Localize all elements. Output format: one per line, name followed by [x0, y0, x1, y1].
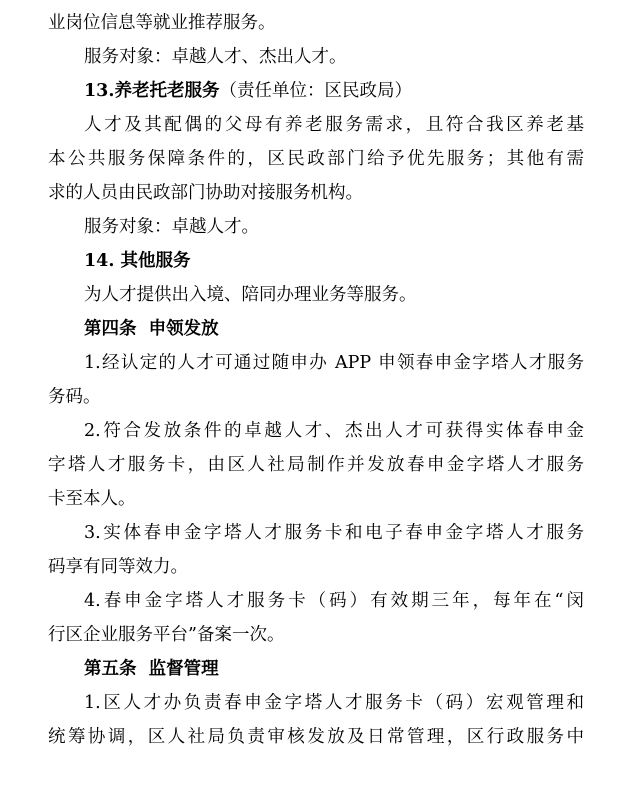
text-line-6: 求的人员由民政部门协助对接服务机构。 — [48, 183, 363, 203]
text-line-9: 为人才提供出入境、陪同办理业务等服务。 — [84, 285, 417, 305]
text-line-16: 3.实体春申金字塔人才服务卡和电子春申金字塔人才服务 — [84, 523, 584, 543]
text-line-12: 务码。 — [48, 387, 101, 407]
text-line-1: 业岗位信息等就业推荐服务。 — [48, 13, 276, 33]
text-line-2: 服务对象：卓越人才、杰出人才。 — [84, 47, 347, 67]
article-heading-4: 第四条 申领发放 — [84, 319, 219, 339]
text-line-17: 码享有同等效力。 — [48, 557, 188, 577]
article-heading-5: 第五条 监督管理 — [84, 659, 219, 679]
text-line-15: 卡至本人。 — [48, 489, 136, 509]
text-line-4: 人才及其配偶的父母有养老服务需求，且符合我区养老基 — [84, 115, 584, 135]
text-line-14: 字塔人才服务卡，由区人社局制作并发放春申金字塔人才服务 — [48, 455, 584, 475]
text-line-7: 服务对象：卓越人才。 — [84, 217, 259, 237]
text-line-13: 2.符合发放条件的卓越人才、杰出人才可获得实体春申金 — [84, 421, 584, 441]
text-line-11: 1.经认定的人才可通过随申办 APP 申领春申金字塔人才服务 — [84, 353, 584, 373]
section-heading-13 — [84, 74, 584, 108]
section-13-note: （责任单位：区民政局） — [219, 81, 412, 101]
text-line-18: 4.春申金字塔人才服务卡（码）有效期三年，每年在“闵 — [84, 591, 584, 611]
section-13-title: 13.养老托老服务 — [84, 81, 220, 101]
section-heading-14: 14. 其他服务 — [84, 251, 191, 271]
text-line-21: 1.区人才办负责春申金字塔人才服务卡（码）宏观管理和 — [84, 693, 584, 713]
text-line-22: 统筹协调，区人社局负责审核发放及日常管理，区行政服务中 — [48, 727, 584, 747]
text-line-5: 本公共服务保障条件的，区民政部门给予优先服务；其他有需 — [48, 149, 584, 169]
text-line-19: 行区企业服务平台”备案一次。 — [48, 625, 285, 645]
